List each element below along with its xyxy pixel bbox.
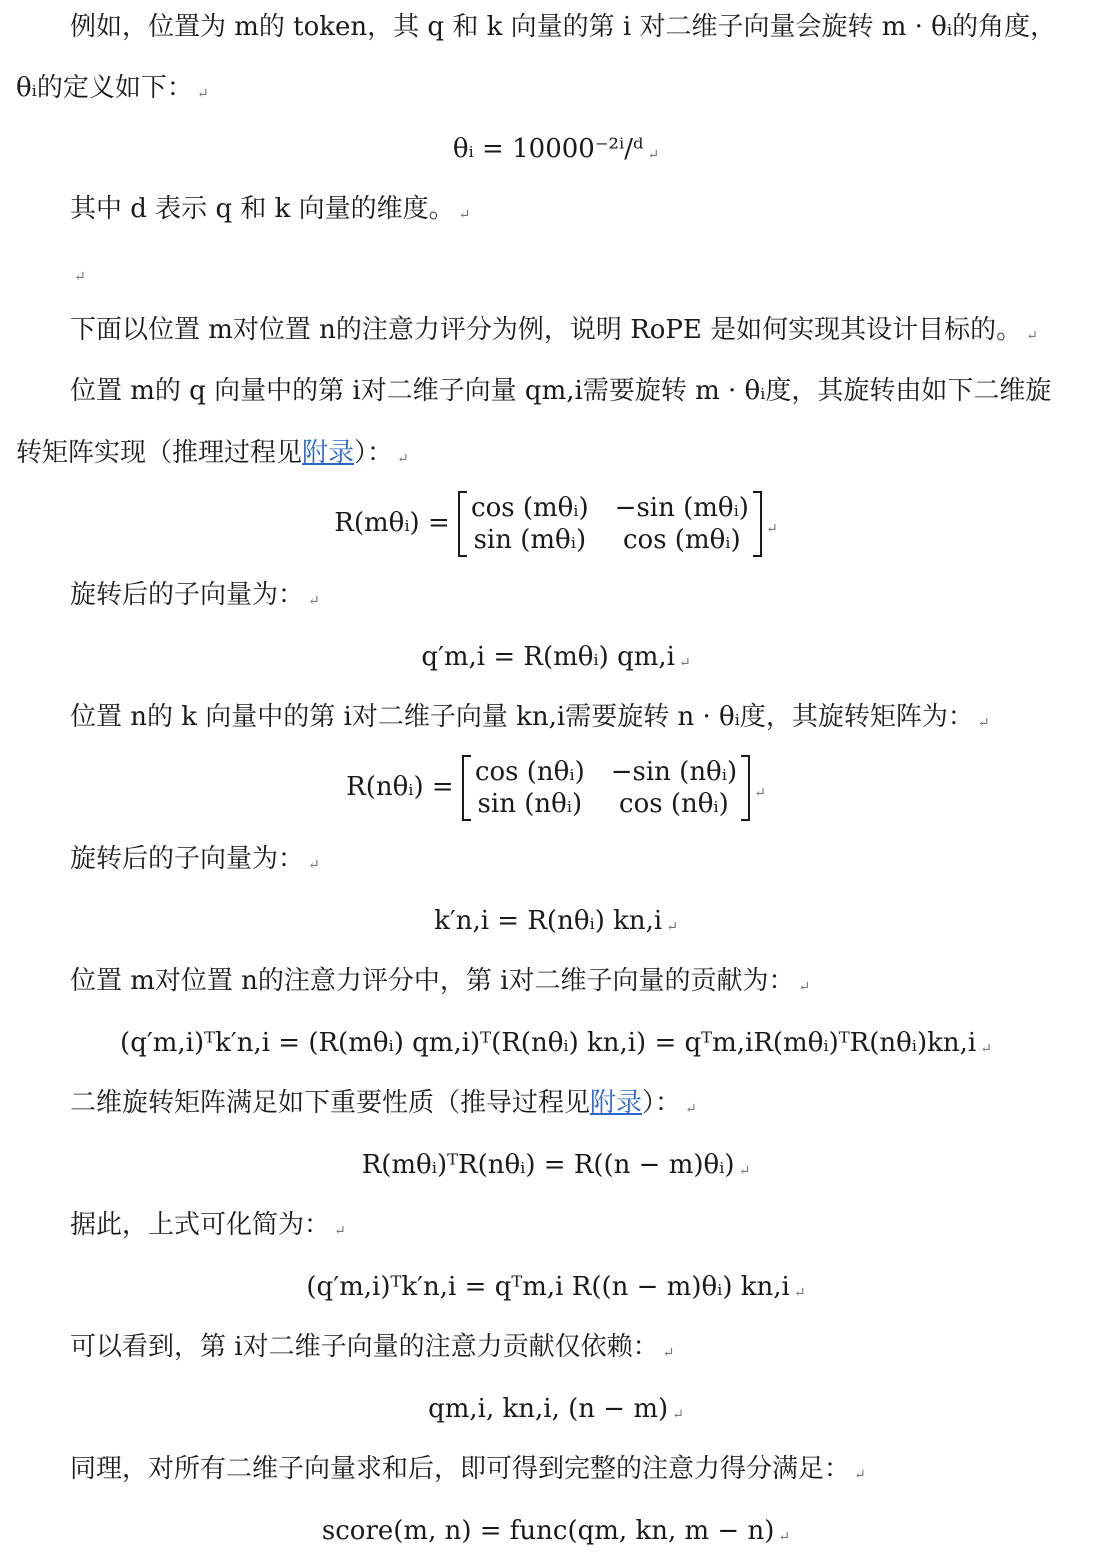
equation-text: q′m,i = R(mθᵢ) qm,i [421, 642, 675, 672]
right-bracket [753, 491, 762, 557]
left-bracket [458, 491, 467, 557]
text: 可以看到，第 i对二维子向量的注意力贡献仅依赖： [70, 1332, 659, 1362]
matrix-cell: cos (nθᵢ) [619, 789, 729, 819]
equation-text: (q′m,i)ᵀk′n,i = qᵀm,i R((n − m)θᵢ) kn,i [306, 1272, 790, 1302]
paragraph-mark: ↵ [1026, 328, 1038, 344]
paragraph-line [0, 192, 1112, 232]
matrix-cell: −sin (nθᵢ) [610, 757, 738, 787]
equation-text: qm,i, kn,i, (n − m) [428, 1394, 669, 1424]
paragraph-line [0, 374, 1112, 408]
text: ）： [354, 438, 394, 468]
paragraph-line [0, 1208, 1112, 1248]
matrix-cell: −sin (mθᵢ) [614, 493, 749, 523]
paragraph-mark: ↵ [738, 1163, 751, 1179]
paragraph-line [0, 71, 1112, 111]
matrix-cell: cos (nθᵢ) [474, 757, 585, 787]
text: ）： [642, 1088, 682, 1118]
paragraph-line [0, 1330, 1112, 1370]
left-bracket [462, 755, 471, 821]
matrix [458, 491, 762, 557]
paragraph-mark: ↵ [74, 269, 86, 285]
text: 同理，对所有二维子向量求和后，即可得到完整的注意力得分满足： [70, 1454, 851, 1484]
paragraph-mark: ↵ [672, 1407, 684, 1423]
text: 位置 n的 k 向量中的第 i对二维子向量 kn,i需要旋转 n · θᵢ度，其旋转矩阵为： [70, 702, 974, 732]
text: 其中 d 表示 q 和 k 向量的维度。 [70, 194, 455, 224]
paragraph-mark: ↵ [196, 86, 209, 102]
equation-text: score(m, n) = func(qm, kn, m − n) [321, 1516, 775, 1546]
paragraph-mark: ↵ [308, 857, 320, 873]
paragraph-mark: ↵ [334, 1223, 346, 1239]
paragraph-mark: ↵ [308, 593, 320, 609]
paragraph-line [0, 1452, 1112, 1492]
paragraph-line [0, 10, 1112, 44]
paragraph-mark: ↵ [778, 1529, 791, 1545]
paragraph-mark: ↵ [977, 715, 990, 731]
text: 转矩阵实现（推理过程见 [16, 438, 303, 468]
paragraph-mark: ↵ [754, 785, 766, 801]
paragraph-mark: ↵ [685, 1101, 697, 1117]
equation-contribution [0, 1026, 1112, 1066]
equation-score [0, 1514, 1112, 1554]
equation-simplified [0, 1270, 1112, 1310]
matrix [462, 755, 750, 821]
matrix-cell: cos (mθᵢ) [471, 493, 589, 523]
text: 位置 m的 q 向量中的第 i对二维子向量 qm,i需要旋转 m · θᵢ度，其旋转由如下二维旋 [70, 376, 1052, 406]
matrix-lhs: R(mθᵢ) = [334, 508, 450, 538]
equation-text: k′n,i = R(nθᵢ) kn,i [434, 906, 663, 936]
paragraph-line [0, 1086, 1112, 1126]
paragraph-mark: ↵ [793, 1285, 806, 1301]
equation-text: (q′m,i)ᵀk′n,i = (R(mθᵢ) qm,i)ᵀ(R(nθᵢ) kn,i) = qᵀm,iR(mθᵢ)ᵀR(nθᵢ)kn,i [120, 1028, 977, 1058]
paragraph-mark: ↵ [662, 1345, 675, 1361]
equation-property [0, 1148, 1112, 1188]
text: 据此，上式可化简为： [70, 1210, 331, 1240]
text: 下面以位置 m对位置 n的注意力评分为例，说明 RoPE 是如何实现其设计目标的。 [70, 315, 1023, 345]
paragraph-line [0, 436, 1112, 476]
paragraph-mark: ↵ [798, 979, 811, 995]
paragraph-line [0, 578, 1112, 618]
text: 二维旋转矩阵满足如下重要性质（推导过程见 [70, 1088, 591, 1118]
equation-rotation-matrix-m [0, 488, 1112, 564]
paragraph-mark: ↵ [765, 521, 778, 537]
right-bracket [741, 755, 750, 821]
equation-text: R(mθᵢ)ᵀR(nθᵢ) = R((n − m)θᵢ) [361, 1150, 735, 1180]
matrix-cell: sin (nθᵢ) [477, 789, 583, 819]
equation-rotation-matrix-n [0, 752, 1112, 828]
appendix-link[interactable]: 附录 [590, 1088, 643, 1118]
appendix-link[interactable]: 附录 [302, 438, 355, 468]
paragraph-mark: ↵ [458, 207, 471, 223]
text: 例如，位置为 m的 token，其 q 和 k 向量的第 i 对二维子向量会旋转 m · θᵢ的角度， [70, 12, 1057, 42]
paragraph-line [0, 313, 1112, 353]
text: 位置 m对位置 n的注意力评分中，第 i对二维子向量的贡献为： [70, 966, 795, 996]
paragraph-mark: ↵ [980, 1041, 992, 1057]
matrix-cell: sin (mθᵢ) [473, 525, 587, 555]
paragraph-line [0, 700, 1112, 740]
matrix-lhs: R(nθᵢ) = [346, 772, 454, 802]
text: 旋转后的子向量为： [70, 580, 305, 610]
equation-k-rotated [0, 904, 1112, 944]
paragraph-mark: ↵ [647, 147, 660, 163]
paragraph-mark: ↵ [666, 919, 678, 935]
paragraph-mark: ↵ [678, 655, 691, 671]
paragraph-mark: ↵ [854, 1467, 866, 1483]
paragraph-line [0, 842, 1112, 882]
equation-text: θᵢ = 10000⁻²ⁱ/ᵈ [452, 134, 644, 164]
equation-theta [0, 132, 1112, 172]
paragraph-line [0, 964, 1112, 1004]
paragraph-mark: ↵ [397, 451, 409, 467]
empty-paragraph [0, 254, 1112, 294]
equation-q-rotated [0, 640, 1112, 680]
matrix-cell: cos (mθᵢ) [622, 525, 741, 555]
text: 旋转后的子向量为： [70, 844, 305, 874]
text: θᵢ的定义如下： [16, 73, 193, 103]
equation-dependencies [0, 1392, 1112, 1432]
